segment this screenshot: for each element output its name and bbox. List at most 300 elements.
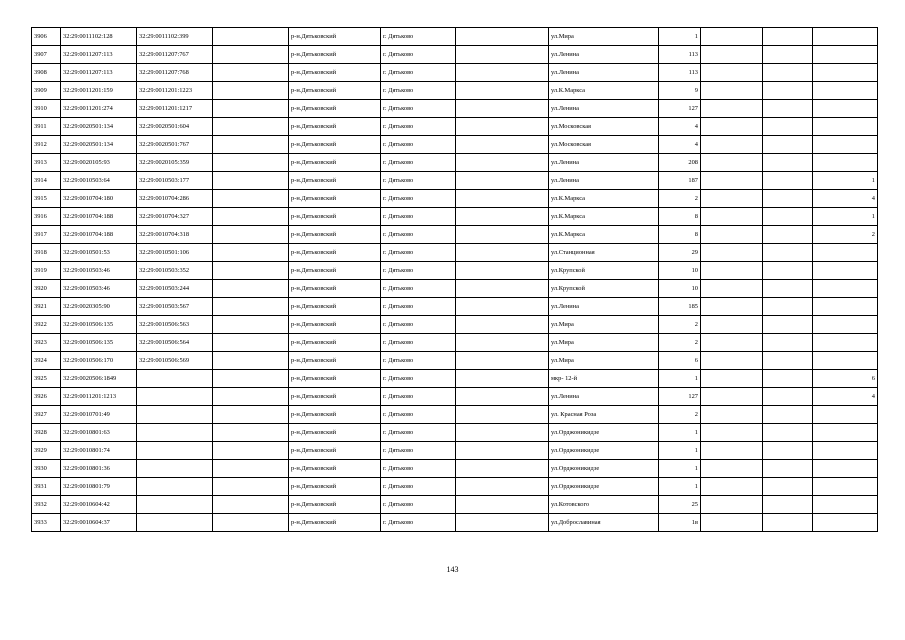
apartment-number-cell [813,478,878,496]
table-row [32,154,878,172]
street-cell: ул.Ленина [549,154,659,172]
cadastral-number-cell: 32:29:0010604:42 [61,496,137,514]
related-cadastral-cell: 32:29:0010506:564 [137,334,213,352]
record-number-cell: 3914 [32,172,61,190]
empty-cell [763,496,813,514]
cadastral-number-cell: 32:29:0011201:1213 [61,388,137,406]
house-number-cell: 1в [659,514,701,532]
empty-cell [456,514,549,532]
related-cadastral-cell: 32:29:0010704:286 [137,190,213,208]
empty-cell [213,370,289,388]
apartment-number-cell [813,496,878,514]
empty-cell [456,406,549,424]
street-cell: ул.К.Маркса [549,226,659,244]
table-row [32,514,878,532]
empty-cell [456,172,549,190]
cadastral-number-cell: 32:29:0010604:37 [61,514,137,532]
cadastral-number-cell: 32:29:0020506:1849 [61,370,137,388]
cadastral-number-cell: 32:29:0011207:113 [61,64,137,82]
empty-cell [456,460,549,478]
empty-cell [213,46,289,64]
apartment-number-cell: 2 [813,226,878,244]
table-row [32,172,878,190]
empty-cell [213,406,289,424]
street-cell: ул.Ленина [549,100,659,118]
empty-cell [763,154,813,172]
empty-cell [213,154,289,172]
empty-cell [456,316,549,334]
city-cell: г. Дятьково [381,334,456,352]
district-cell: р-н.Дятьковский [289,424,381,442]
district-cell: р-н.Дятьковский [289,262,381,280]
related-cadastral-cell [137,460,213,478]
empty-cell [763,280,813,298]
related-cadastral-cell [137,442,213,460]
empty-cell [456,154,549,172]
empty-cell [456,334,549,352]
district-cell: р-н.Дятьковский [289,496,381,514]
empty-cell [763,190,813,208]
empty-cell [763,478,813,496]
record-number-cell: 3932 [32,496,61,514]
house-number-cell: 10 [659,262,701,280]
district-cell: р-н.Дятьковский [289,388,381,406]
empty-cell [763,172,813,190]
city-cell: г. Дятьково [381,298,456,316]
empty-cell [701,514,763,532]
empty-cell [701,136,763,154]
record-number-cell: 3933 [32,514,61,532]
cadastral-number-cell: 32:29:0010501:53 [61,244,137,262]
related-cadastral-cell [137,496,213,514]
house-number-cell: 2 [659,406,701,424]
record-number-cell: 3918 [32,244,61,262]
city-cell: г. Дятьково [381,352,456,370]
street-cell: ул.Ленина [549,298,659,316]
table-row [32,190,878,208]
apartment-number-cell [813,46,878,64]
apartment-number-cell [813,316,878,334]
district-cell: р-н.Дятьковский [289,478,381,496]
related-cadastral-cell: 32:29:0010503:177 [137,172,213,190]
district-cell: р-н.Дятьковский [289,136,381,154]
apartment-number-cell [813,460,878,478]
empty-cell [213,316,289,334]
cadastral-number-cell: 32:29:0010704:180 [61,190,137,208]
table-row [32,442,878,460]
house-number-cell: 187 [659,172,701,190]
apartment-number-cell [813,118,878,136]
record-number-cell: 3917 [32,226,61,244]
city-cell: г. Дятьково [381,154,456,172]
street-cell: ул.Крупской [549,280,659,298]
empty-cell [456,280,549,298]
empty-cell [213,496,289,514]
empty-cell [213,352,289,370]
empty-cell [456,298,549,316]
empty-cell [763,370,813,388]
house-number-cell: 4 [659,118,701,136]
street-cell: ул.Московская [549,118,659,136]
city-cell: г. Дятьково [381,280,456,298]
empty-cell [213,190,289,208]
cadastral-number-cell: 32:29:0010506:170 [61,352,137,370]
record-number-cell: 3912 [32,136,61,154]
record-number-cell: 3922 [32,316,61,334]
empty-cell [701,118,763,136]
empty-cell [213,514,289,532]
record-number-cell: 3911 [32,118,61,136]
empty-cell [763,406,813,424]
district-cell: р-н.Дятьковский [289,334,381,352]
street-cell: ул.Мира [549,316,659,334]
related-cadastral-cell [137,424,213,442]
apartment-number-cell [813,424,878,442]
table-row [32,82,878,100]
empty-cell [763,244,813,262]
empty-cell [701,154,763,172]
empty-cell [701,460,763,478]
table-row [32,64,878,82]
table-row [32,370,878,388]
related-cadastral-cell: 32:29:0010503:244 [137,280,213,298]
cadastral-number-cell: 32:29:0010801:79 [61,478,137,496]
table-row [32,460,878,478]
empty-cell [763,298,813,316]
empty-cell [213,478,289,496]
district-cell: р-н.Дятьковский [289,352,381,370]
related-cadastral-cell: 32:29:0020501:767 [137,136,213,154]
table-row [32,388,878,406]
empty-cell [701,298,763,316]
apartment-number-cell [813,244,878,262]
related-cadastral-cell: 32:29:0011201:1223 [137,82,213,100]
apartment-number-cell [813,136,878,154]
empty-cell [456,478,549,496]
table-row [32,262,878,280]
empty-cell [213,100,289,118]
street-cell: ул.К.Маркса [549,208,659,226]
empty-cell [763,460,813,478]
empty-cell [763,316,813,334]
apartment-number-cell: 4 [813,388,878,406]
empty-cell [701,46,763,64]
related-cadastral-cell: 32:29:0020501:604 [137,118,213,136]
related-cadastral-cell: 32:29:0011207:768 [137,64,213,82]
apartment-number-cell: 1 [813,172,878,190]
street-cell: ул.Станционная [549,244,659,262]
apartment-number-cell [813,262,878,280]
city-cell: г. Дятьково [381,46,456,64]
apartment-number-cell [813,64,878,82]
city-cell: г. Дятьково [381,190,456,208]
house-number-cell: 113 [659,46,701,64]
related-cadastral-cell: 32:29:0010506:569 [137,352,213,370]
city-cell: г. Дятьково [381,514,456,532]
street-cell: ул.Ленина [549,172,659,190]
street-cell: ул.Мира [549,352,659,370]
street-cell: мкр- 12-й [549,370,659,388]
city-cell: г. Дятьково [381,226,456,244]
street-cell: ул.К.Маркса [549,82,659,100]
empty-cell [456,352,549,370]
empty-cell [763,388,813,406]
city-cell: г. Дятьково [381,208,456,226]
empty-cell [456,136,549,154]
empty-cell [213,226,289,244]
record-number-cell: 3925 [32,370,61,388]
table-row [32,118,878,136]
apartment-number-cell [813,82,878,100]
empty-cell [213,334,289,352]
house-number-cell: 10 [659,280,701,298]
house-number-cell: 1 [659,424,701,442]
related-cadastral-cell [137,478,213,496]
district-cell: р-н.Дятьковский [289,280,381,298]
cadastral-number-cell: 32:29:0010801:63 [61,424,137,442]
house-number-cell: 1 [659,28,701,46]
empty-cell [456,82,549,100]
record-number-cell: 3921 [32,298,61,316]
cadastral-number-cell: 32:29:0011207:113 [61,46,137,64]
city-cell: г. Дятьково [381,406,456,424]
street-cell: ул.Ленина [549,64,659,82]
empty-cell [213,298,289,316]
cadastral-number-cell: 32:29:0010503:64 [61,172,137,190]
cadastral-number-cell: 32:29:0010801:74 [61,442,137,460]
district-cell: р-н.Дятьковский [289,64,381,82]
page-number: 143 [446,565,459,574]
empty-cell [213,388,289,406]
empty-cell [763,64,813,82]
empty-cell [456,64,549,82]
street-cell: ул.Орджоникидзе [549,478,659,496]
record-number-cell: 3926 [32,388,61,406]
empty-cell [763,82,813,100]
empty-cell [701,28,763,46]
table-row [32,298,878,316]
apartment-number-cell [813,100,878,118]
empty-cell [456,442,549,460]
empty-cell [213,442,289,460]
city-cell: г. Дятьково [381,424,456,442]
empty-cell [456,46,549,64]
empty-cell [763,136,813,154]
related-cadastral-cell: 32:29:0010503:567 [137,298,213,316]
street-cell: ул.Доброславиная [549,514,659,532]
empty-cell [213,424,289,442]
table-row [32,478,878,496]
street-cell: ул.Мира [549,28,659,46]
empty-cell [456,208,549,226]
empty-cell [456,244,549,262]
record-number-cell: 3927 [32,406,61,424]
cadastral-number-cell: 32:29:0020105:93 [61,154,137,172]
apartment-number-cell [813,154,878,172]
empty-cell [456,226,549,244]
empty-cell [701,280,763,298]
district-cell: р-н.Дятьковский [289,190,381,208]
house-number-cell: 8 [659,208,701,226]
record-number-cell: 3915 [32,190,61,208]
cadastral-number-cell: 32:29:0010506:135 [61,316,137,334]
table-row [32,406,878,424]
apartment-number-cell [813,514,878,532]
district-cell: р-н.Дятьковский [289,460,381,478]
empty-cell [701,478,763,496]
house-number-cell: 9 [659,82,701,100]
empty-cell [763,352,813,370]
empty-cell [763,514,813,532]
house-number-cell: 25 [659,496,701,514]
district-cell: р-н.Дятьковский [289,514,381,532]
street-cell: ул.Орджоникидзе [549,424,659,442]
table-row [32,28,878,46]
district-cell: р-н.Дятьковский [289,82,381,100]
street-cell: ул.Московская [549,136,659,154]
empty-cell [763,442,813,460]
empty-cell [213,28,289,46]
empty-cell [213,460,289,478]
table-row [32,316,878,334]
table-row [32,280,878,298]
district-cell: р-н.Дятьковский [289,226,381,244]
city-cell: г. Дятьково [381,460,456,478]
cadastral-number-cell: 32:29:0010503:46 [61,262,137,280]
city-cell: г. Дятьково [381,370,456,388]
empty-cell [701,82,763,100]
city-cell: г. Дятьково [381,172,456,190]
empty-cell [763,226,813,244]
street-cell: ул.Крупской [549,262,659,280]
empty-cell [701,388,763,406]
empty-cell [213,244,289,262]
empty-cell [456,118,549,136]
related-cadastral-cell [137,406,213,424]
empty-cell [701,244,763,262]
district-cell: р-н.Дятьковский [289,316,381,334]
apartment-number-cell [813,28,878,46]
empty-cell [763,262,813,280]
related-cadastral-cell: 32:29:0010704:318 [137,226,213,244]
district-cell: р-н.Дятьковский [289,172,381,190]
apartment-number-cell [813,280,878,298]
empty-cell [456,28,549,46]
apartment-number-cell: 4 [813,190,878,208]
cadastral-number-cell: 32:29:0011201:159 [61,82,137,100]
record-number-cell: 3909 [32,82,61,100]
cadastral-number-cell: 32:29:0010704:188 [61,208,137,226]
empty-cell [456,388,549,406]
table-row [32,334,878,352]
empty-cell [213,280,289,298]
related-cadastral-cell: 32:29:0010704:327 [137,208,213,226]
empty-cell [701,370,763,388]
empty-cell [701,496,763,514]
empty-cell [213,82,289,100]
record-number-cell: 3924 [32,352,61,370]
house-number-cell: 4 [659,136,701,154]
empty-cell [701,352,763,370]
empty-cell [701,316,763,334]
city-cell: г. Дятьково [381,118,456,136]
city-cell: г. Дятьково [381,388,456,406]
table-row [32,352,878,370]
street-cell: ул. Красная Роза [549,406,659,424]
house-number-cell: 29 [659,244,701,262]
record-number-cell: 3929 [32,442,61,460]
empty-cell [701,208,763,226]
house-number-cell: 1 [659,460,701,478]
record-number-cell: 3923 [32,334,61,352]
empty-cell [213,136,289,154]
city-cell: г. Дятьково [381,100,456,118]
record-number-cell: 3908 [32,64,61,82]
related-cadastral-cell: 32:29:0010503:352 [137,262,213,280]
house-number-cell: 1 [659,478,701,496]
city-cell: г. Дятьково [381,28,456,46]
district-cell: р-н.Дятьковский [289,442,381,460]
related-cadastral-cell: 32:29:0011207:767 [137,46,213,64]
record-number-cell: 3919 [32,262,61,280]
empty-cell [701,100,763,118]
empty-cell [763,46,813,64]
empty-cell [701,64,763,82]
cadastral-number-cell: 32:29:0011102:128 [61,28,137,46]
house-number-cell: 2 [659,334,701,352]
house-number-cell: 6 [659,352,701,370]
table-row [32,208,878,226]
related-cadastral-cell: 32:29:0011201:1217 [137,100,213,118]
record-number-cell: 3916 [32,208,61,226]
district-cell: р-н.Дятьковский [289,298,381,316]
empty-cell [763,100,813,118]
house-number-cell: 208 [659,154,701,172]
house-number-cell: 113 [659,64,701,82]
city-cell: г. Дятьково [381,64,456,82]
empty-cell [701,262,763,280]
table-row [32,100,878,118]
related-cadastral-cell: 32:29:0020105:359 [137,154,213,172]
district-cell: р-н.Дятьковский [289,46,381,64]
city-cell: г. Дятьково [381,496,456,514]
related-cadastral-cell [137,388,213,406]
related-cadastral-cell: 32:29:0011102:399 [137,28,213,46]
related-cadastral-cell [137,514,213,532]
empty-cell [213,208,289,226]
record-number-cell: 3930 [32,460,61,478]
empty-cell [213,64,289,82]
district-cell: р-н.Дятьковский [289,370,381,388]
empty-cell [456,190,549,208]
empty-cell [701,334,763,352]
empty-cell [701,190,763,208]
city-cell: г. Дятьково [381,442,456,460]
district-cell: р-н.Дятьковский [289,118,381,136]
cadastral-number-cell: 32:29:0010704:188 [61,226,137,244]
empty-cell [763,424,813,442]
city-cell: г. Дятьково [381,82,456,100]
cadastral-number-cell: 32:29:0010701:49 [61,406,137,424]
empty-cell [456,496,549,514]
apartment-number-cell [813,352,878,370]
cadastral-number-cell: 32:29:0011201:274 [61,100,137,118]
record-number-cell: 3910 [32,100,61,118]
table-row [32,46,878,64]
empty-cell [213,118,289,136]
related-cadastral-cell [137,370,213,388]
related-cadastral-cell: 32:29:0010506:563 [137,316,213,334]
